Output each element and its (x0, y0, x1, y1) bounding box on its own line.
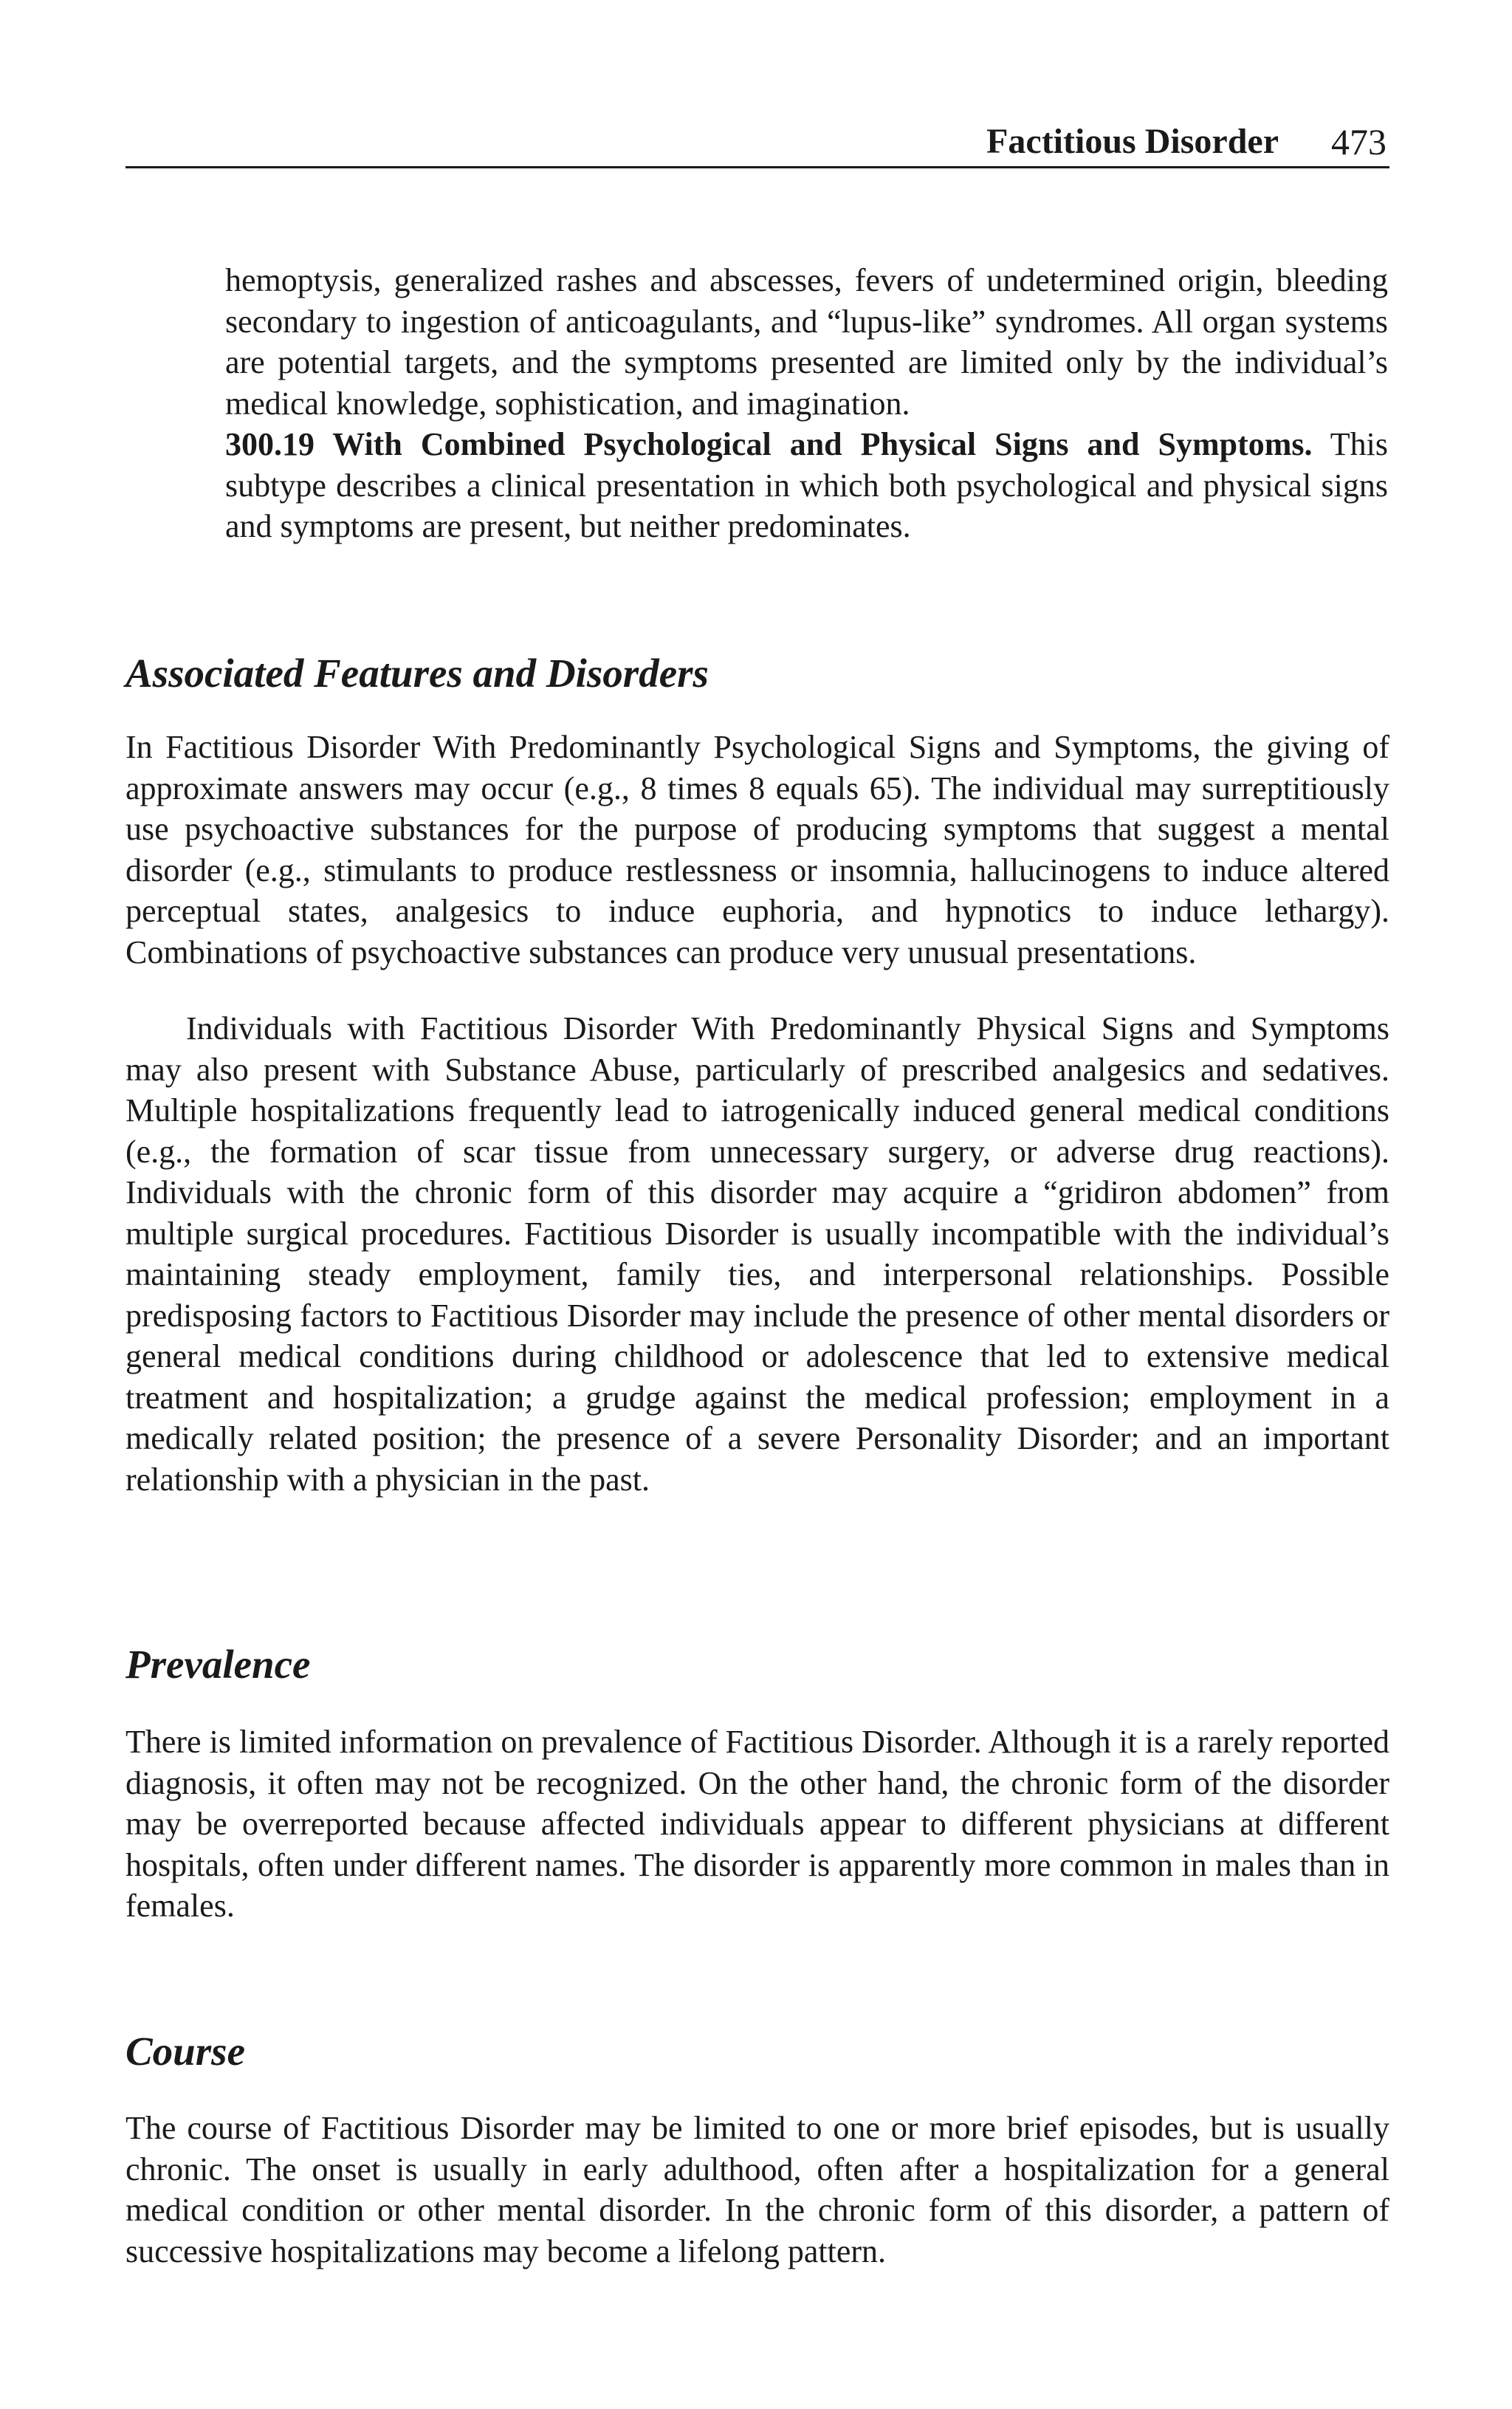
section-heading-associated-features: Associated Features and Disorders (126, 651, 709, 696)
continuation-paragraph (225, 260, 1388, 547)
prevalence-paragraph: There is limited information on prevalence of Factitious Disorder. Although it is a rarely reported diagnosis, it often may not be recognized. On the other hand, the chronic form of the disorder may be overreported because affected individuals appear to different physicians at different hospitals, often under different names. The disorder is apparently more common in males than in females. (126, 1724, 1389, 1924)
associated-features-paragraph-2: Individuals with Factitious Disorder With Predominantly Physical Signs and Symptoms may also present with Substance Abuse, particularly of prescribed analgesics and sedatives. Multiple hospitalizations frequently lead to iatrogenically induced general medical conditions (e.g., the formation of scar tissue from unnecessary surgery, or adverse drug reactions). Individuals with the chronic form of this disorder may acquire a “gridiron abdomen” from multiple surgical procedures. Factitious Disorder is usually incompatible with the individual’s maintaining steady employment, family ties, and interpersonal relationships. Possible predisposing factors to Factitious Disorder may include the presence of other mental disorders or general medical conditions during childhood or adolescence that led to extensive medical treatment and hospitalization; a grudge against the medical profession; employment in a medically related position; the presence of a severe Personality Disorder; and an important relationship with a physician in the past. (126, 1010, 1389, 1498)
page-number: 473 (1331, 121, 1386, 162)
subtype-block (225, 424, 1388, 547)
continuation-text: hemoptysis, generalized rashes and abscesses, fevers of undetermined origin, bleeding secondary to ingestion of anticoagulants, and “lupus-like” syndromes. All organ systems are potential targets, and the symptoms presented are limited only by the individual’s medical knowledge, sophistication, and imagination. (225, 262, 1388, 422)
course-paragraph: The course of Factitious Disorder may be limited to one or more brief episodes, but is usually chronic. The onset is usually in early adulthood, often after a hospitalization for a general medical condition or other mental disorder. In the chronic form of this disorder, a pattern of successive hospitalizations may become a lifelong pattern. (126, 2110, 1389, 2269)
section-heading-prevalence: Prevalence (126, 1642, 311, 1687)
header-rule (126, 166, 1389, 168)
associated-features-paragraph-1: In Factitious Disorder With Predominantly Psychological Signs and Symptoms, the giving of approximate answers may occur (e.g., 8 times 8 equals 65). The individual may surreptitiously use psychoactive substances for the purpose of producing symptoms that suggest a mental disorder (e.g., stimulants to produce restlessness or insomnia, hallucinogens to induce altered perceptual states, analgesics to induce euphoria, and hypnotics to induce lethargy). Combinations of psychoactive substances can produce very unusual presentations. (126, 729, 1389, 970)
subtype-description: This subtype describes a clinical presentation in which both psychological and physical signs and symptoms are present, but neither predominates. (225, 426, 1388, 544)
running-header (126, 111, 1389, 170)
subtype-heading: 300.19 With Combined Psychological and Physical Signs and Symptoms. (225, 426, 1313, 462)
section-heading-course: Course (126, 2029, 245, 2074)
running-header-title: Factitious Disorder (986, 122, 1279, 161)
